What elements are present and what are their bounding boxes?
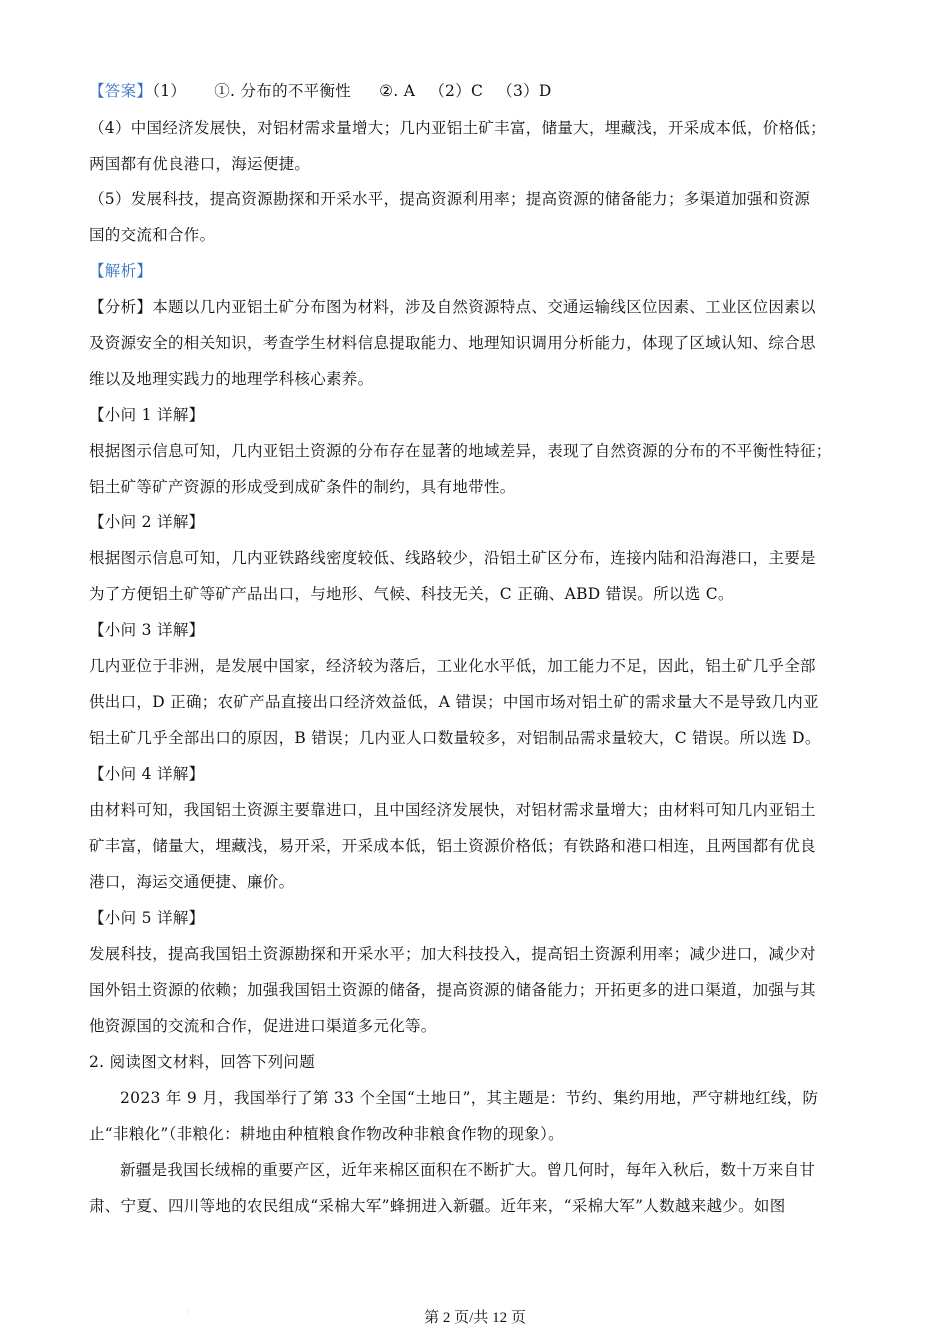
subquestion-1-line1: 根据图示信息可知，几内亚铝土资源的分布存在显著的地域差异，表现了自然资源的分布的不平衡性特征； [89, 442, 832, 460]
analysis-intro-line2: 及资源安全的相关知识，考查学生材料信息提取能力、地理知识调用分析能力，体现了区域认知、综合思 [89, 334, 816, 352]
question-2-paragraph2-line2: 肃、宁夏、四川等地的农民组成“采棉大军”蜂拥进入新疆。近年来，“采棉大军”人数越来越少。如图 [89, 1197, 786, 1215]
subquestion-5-line2: 国外铝土资源的依赖；加强我国铝土资源的储备，提高资源的储备能力；开拓更多的进口渠道，加强与其 [89, 981, 816, 999]
q4-answer-line2: 两国都有优良港口，海运便捷。 [89, 155, 311, 173]
q2-answer: （2）C [429, 82, 484, 100]
subquestion-5-line3: 他资源国的交流和合作，促进进口渠道多元化等。 [89, 1017, 437, 1035]
subquestion-4-line1: 由材料可知，我国铝土资源主要靠进口，且中国经济发展快，对铝材需求量增大；由材料可知几内亚铝土 [89, 801, 816, 819]
analysis-intro-line1: 【分析】本题以几内亚铝土矿分布图为材料，涉及自然资源特点、交通运输线区位因素、工业区位因素以 [89, 298, 816, 316]
analysis-tag: 【解析】 [89, 262, 153, 280]
question-2-stem: 2. 阅读图文材料，回答下列问题 [89, 1053, 316, 1071]
q1-part2: ②. A [379, 82, 416, 100]
answer-tag: 【答案】 [89, 82, 153, 100]
question-2-paragraph1-line1: 2023 年 9 月，我国举行了第 33 个全国“土地日”，其主题是：节约、集约用地，严守耕地红线，防 [120, 1089, 819, 1107]
question-2-paragraph1-line2: 止“非粮化”（非粮化：耕地由种植粮食作物改种非粮食作物的现象）。 [89, 1125, 564, 1143]
answer-line [89, 80, 869, 102]
page-number: 第 2 页/共 12 页 [424, 1310, 526, 1326]
q4-answer-line1: （4）中国经济发展快，对铝材需求量增大；几内亚铝土矿丰富，储量大，埋藏浅，开采成本低，价格低； [89, 119, 826, 137]
subquestion-4-line3: 港口，海运交通便捷、廉价。 [89, 873, 295, 891]
q1-part1: ①. 分布的不平衡性 [214, 82, 352, 100]
analysis-intro-line3: 维以及地理实践力的地理学科核心素养。 [89, 370, 374, 388]
q3-answer: （3）D [497, 82, 552, 100]
subquestion-4-line2: 矿丰富，储量大，埋藏浅，易开采，开采成本低，铝土资源价格低；有铁路和港口相连，且两国都有优良 [89, 837, 816, 855]
subquestion-3-line1: 几内亚位于非洲，是发展中国家，经济较为落后，工业化水平低，加工能力不足，因此，铝土矿几乎全部 [89, 657, 816, 675]
subquestion-2-title: 【小问 2 详解】 [89, 513, 205, 531]
subquestion-1-title: 【小问 1 详解】 [89, 406, 205, 424]
scan-dot: · [187, 1308, 190, 1317]
subquestion-3-line3: 铝土矿几乎全部出口的原因，B 错误；几内亚人口数量较多，对铝制品需求量较大，C 错误。所以选 D。 [89, 729, 821, 747]
question-2-paragraph2-line1: 新疆是我国长绒棉的重要产区，近年来棉区面积在不断扩大。曾几何时，每年入秋后，数十万来自甘 [120, 1161, 816, 1179]
subquestion-1-line2: 铝土矿等矿产资源的形成受到成矿条件的制约，具有地带性。 [89, 478, 516, 496]
subquestion-5-line1: 发展科技，提高我国铝土资源勘探和开采水平；加大科技投入，提高铝土资源利用率；减少进口，减少对 [89, 945, 816, 963]
q5-answer-line1: （5）发展科技，提高资源勘探和开采水平，提高资源利用率；提高资源的储备能力；多渠道加强和资源 [89, 190, 811, 208]
subquestion-2-line1: 根据图示信息可知，几内亚铁路线密度较低、线路较少，沿铝土矿区分布，连接内陆和沿海港口，主要是 [89, 549, 816, 567]
subquestion-2-line2: 为了方便铝土矿等矿产品出口，与地形、气候、科技无关，C 正确、ABD 错误。所以选 C。 [89, 585, 734, 603]
subquestion-3-line2: 供出口，D 正确；农矿产品直接出口经济效益低，A 错误；中国市场对铝土矿的需求量大不是导致几内亚 [89, 693, 819, 711]
q1-label: （1） [152, 82, 187, 100]
subquestion-5-title: 【小问 5 详解】 [89, 909, 205, 927]
subquestion-3-title: 【小问 3 详解】 [89, 621, 205, 639]
q5-answer-line2: 国的交流和合作。 [89, 226, 216, 244]
subquestion-4-title: 【小问 4 详解】 [89, 765, 205, 783]
